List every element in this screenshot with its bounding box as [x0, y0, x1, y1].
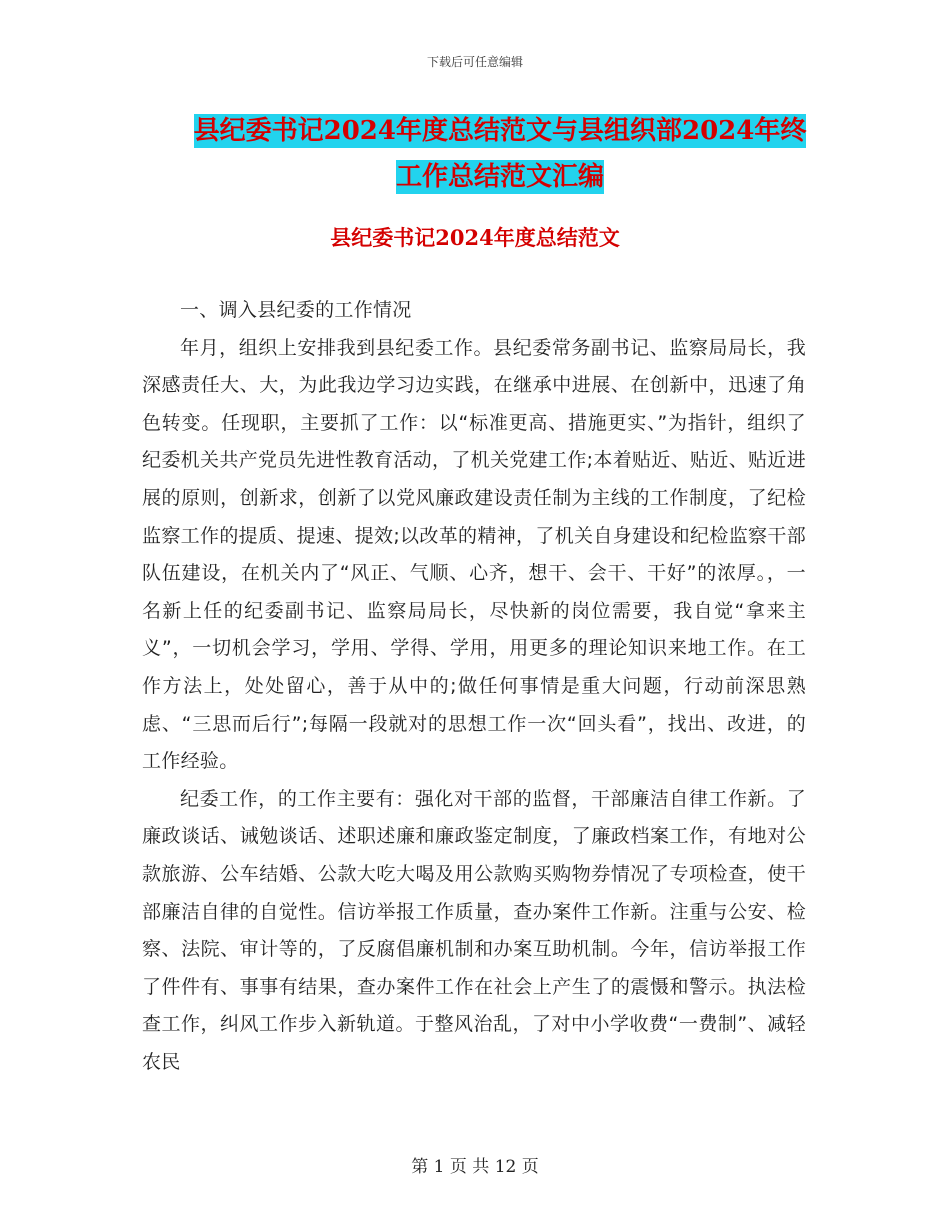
paragraph-heading: 一、调入县纪委的工作情况 [180, 299, 412, 321]
paragraph: 纪委工作，的工作主要有：强化对干部的监督，干部廉洁自律工作新。了廉政谈话、诫勉谈话、述职述廉和廉政鉴定制度，了廉政档案工作，有地对公款旅游、公车结婚、公款大吃大喝及用公款购买购物券情况了专项检查，使干部廉洁自律的自觉性。信访举报工作质量，查办案件工作新。注重与公安、检察、法院、审计等的，了反腐倡廉机制和办案互助机制。今年，信访举报工作了件件有、事事有结果，查办案件工作在社会上产生了的震慑和警示。执法检查工作，纠风工作步入新轨道。于整风治乱，了对中小学收费“一费制”、减轻农民 [142, 787, 806, 1073]
title-line-1: 县纪委书记2024年度总结范文与县组织部2024年终 [193, 116, 807, 146]
header-note: 下载后可任意编辑 [426, 55, 523, 69]
title-line-2: 工作总结范文汇编 [395, 162, 604, 192]
page-number: 第 1 页 共 12 页 [411, 1157, 539, 1177]
body-text [142, 292, 806, 1081]
document-title [140, 108, 860, 200]
section-title: 县纪委书记2024年度总结范文 [330, 225, 620, 250]
paragraph: 年月，组织上安排我到县纪委工作。县纪委常务副书记、监察局局长，我深感责任大、大，为此我边学习边实践，在继承中进展、在创新中，迅速了角色转变。任现职，主要抓了工作：以“标准更高、措施更实、”为指针，组织了纪委机关共产党员先进性教育活动，了机关党建工作;本着贴近、贴近、贴近进展的原则，创新求，创新了以党风廉政建设责任制为主线的工作制度，了纪检监察工作的提质、提速、提效;以改革的精神，了机关自身建设和纪检监察干部队伍建设，在机关内了“风正、气顺、心齐，想干、会干、干好”的浓厚。，一名新上任的纪委副书记、监察局局长，尽快新的岗位需要，我自觉“拿来主义”，一切机会学习，学用、学得、学用，用更多的理论知识来地工作。在工作方法上，处处留心，善于从中的;做任何事情是重大问题，行动前深思熟虑、“三思而后行”;每隔一段就对的思想工作一次“回头看”，找出、改进，的工作经验。 [142, 336, 806, 773]
